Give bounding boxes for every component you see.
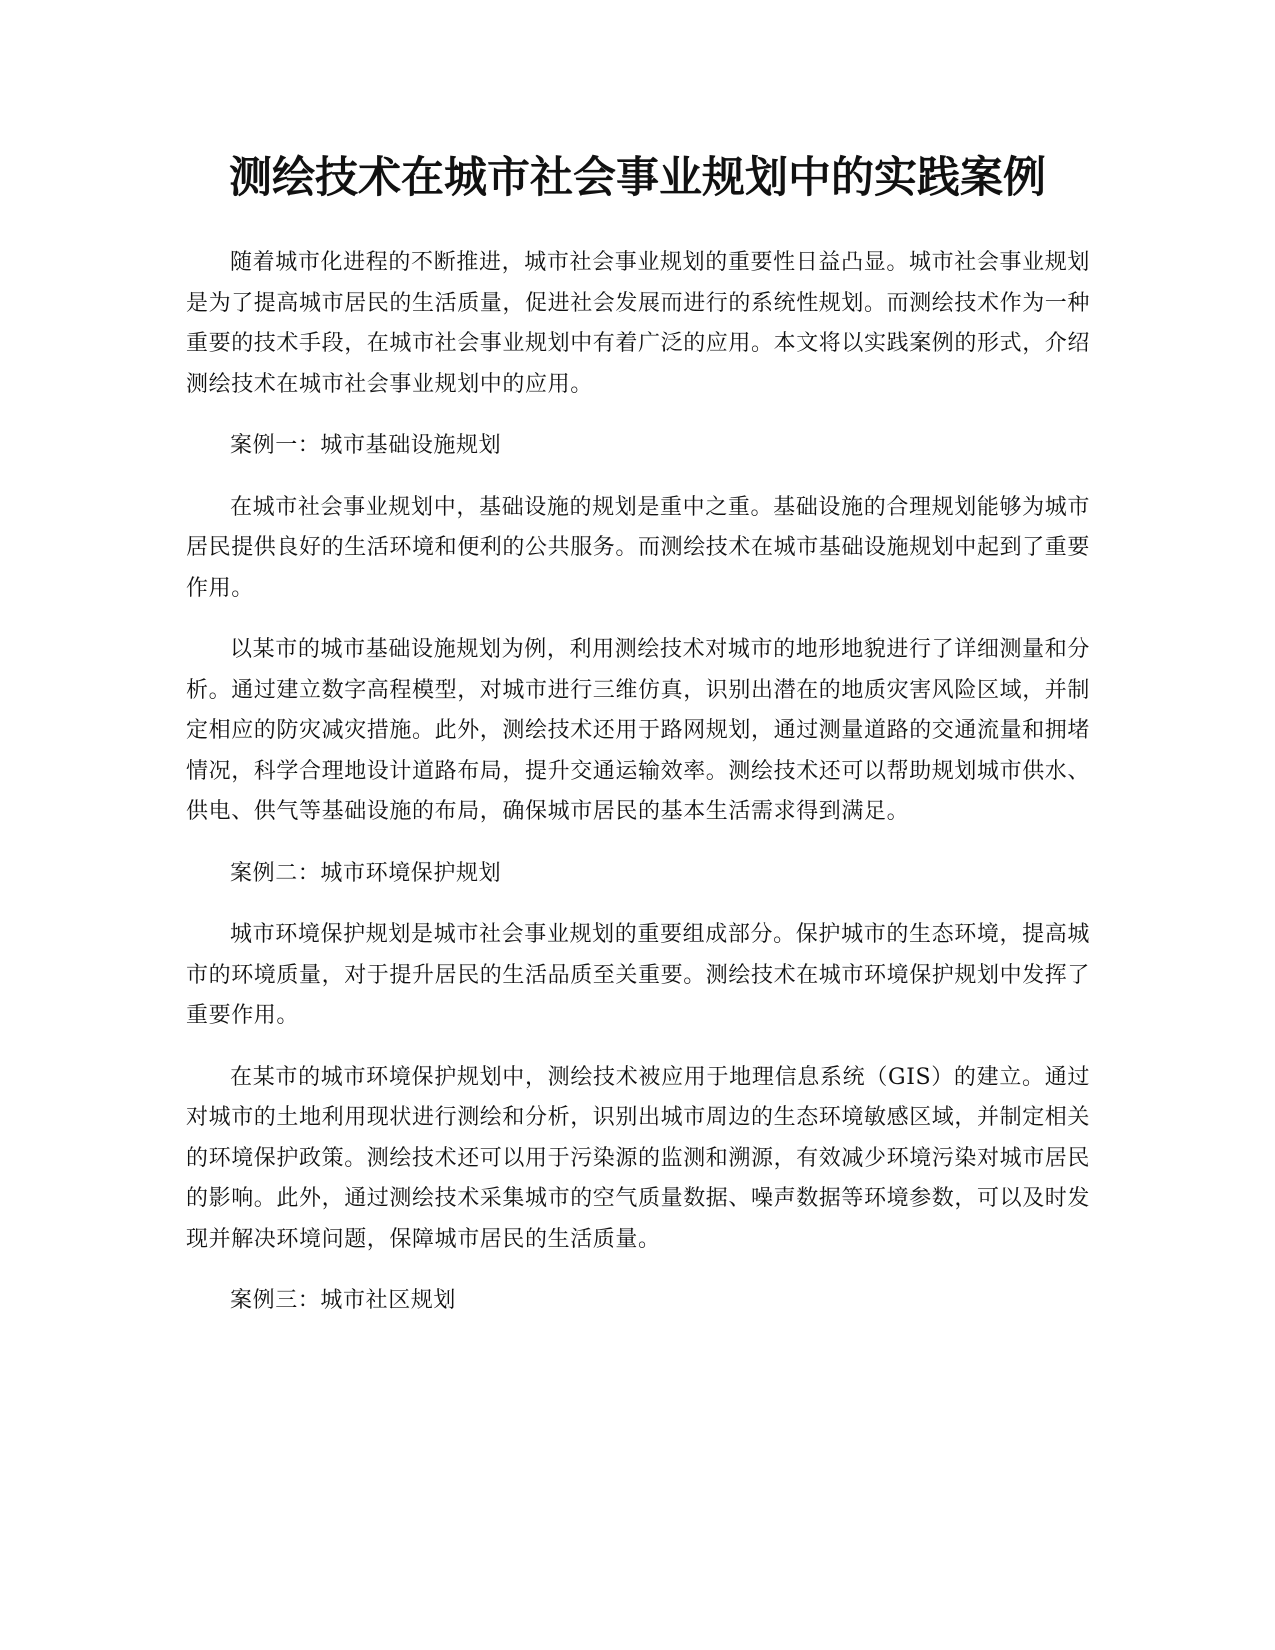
case-2-paragraph-1: 城市环境保护规划是城市社会事业规划的重要组成部分。保护城市的生态环境，提高城市的环境质量，对于提升居民的生活品质至关重要。测绘技术在城市环境保护规划中发挥了重要作用。	[186, 922, 1091, 1028]
case-2-heading: 案例二：城市环境保护规划	[230, 860, 502, 886]
case-3-heading: 案例三：城市社区规划	[230, 1288, 457, 1313]
case-1-paragraph-1: 在城市社会事业规划中，基础设施的规划是重中之重。基础设施的合理规划能够为城市居民提供良好的生活环境和便利的公共服务。而测绘技术在城市基础设施规划中起到了重要作用。	[186, 494, 1091, 601]
case-2-paragraph-2: 在某市的城市环境保护规划中，测绘技术被应用于地理信息系统（GIS）的建立。通过对城市的土地利用现状进行测绘和分析，识别出城市周边的生态环境敏感区域，并制定相关的环境保护政策。测绘技术还可以用于污染源的监测和溯源，有效减少环境污染对城市居民的影响。此外，通过测绘技术采集城市的空气质量数据、噪声数据等环境参数，可以及时发现并解决环境问题，保障城市居民的生活质量。	[186, 1064, 1091, 1252]
document-body	[186, 243, 1090, 1343]
case-1-heading: 案例一：城市基础设施规划	[230, 433, 502, 458]
case-1-paragraph-2: 以某市的城市基础设施规划为例，利用测绘技术对城市的地形地貌进行了详细测量和分析。通过建立数字高程模型，对城市进行三维仿真，识别出潜在的地质灾害风险区域，并制定相应的防灾减灾措施。此外，测绘技术还用于路网规划，通过测量道路的交通流量和拥堵情况，科学合理地设计道路布局，提升交通运输效率。测绘技术还可以帮助规划城市供水、供电、供气等基础设施的布局，确保城市居民的基本生活需求得到满足。	[186, 637, 1091, 824]
document-title: 测绘技术在城市社会事业规划中的实践案例	[229, 153, 1046, 203]
intro-paragraph: 随着城市化进程的不断推进，城市社会事业规划的重要性日益凸显。城市社会事业规划是为了提高城市居民的生活质量，促进社会发展而进行的系统性规划。而测绘技术作为一种重要的技术手段，在城市社会事业规划中有着广泛的应用。本文将以实践案例的形式，介绍测绘技术在城市社会事业规划中的应用。	[186, 250, 1091, 397]
